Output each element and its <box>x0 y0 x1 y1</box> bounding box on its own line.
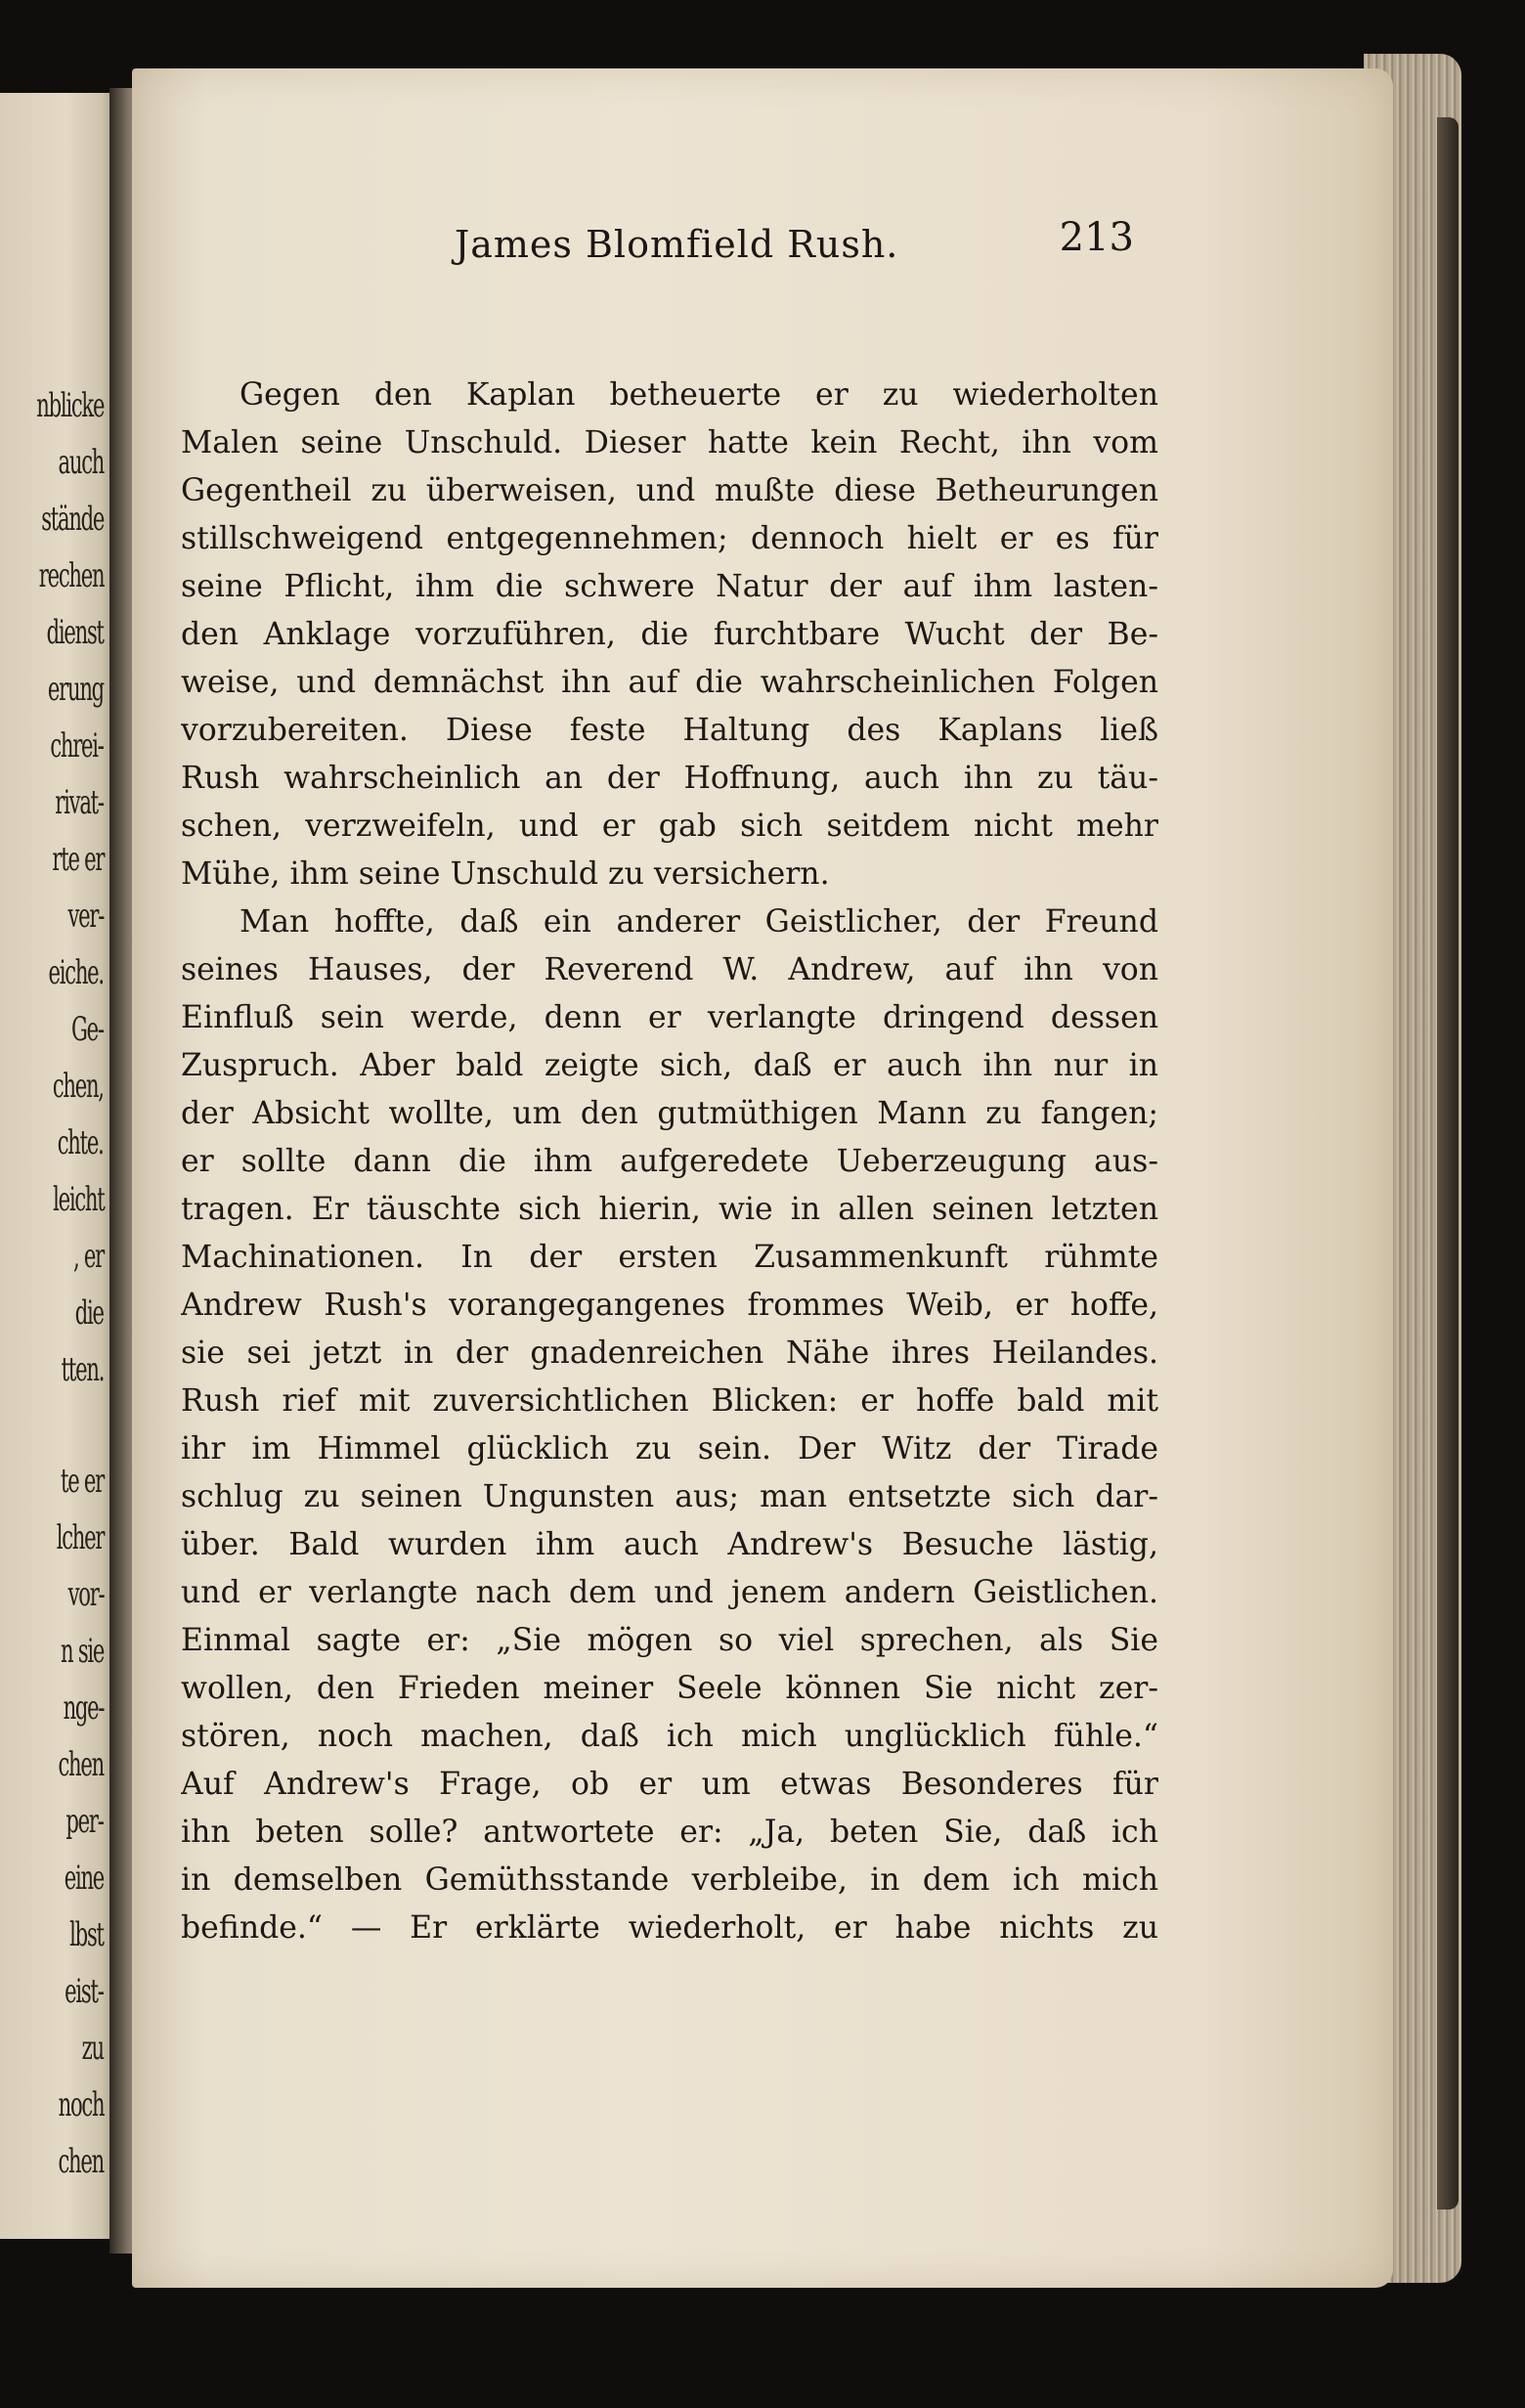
text-line: Einmal sagte er: „Sie mögen so viel sprechen, als Sie <box>181 1623 1158 1658</box>
text-line: seines Hauses, der Reverend W. Andrew, auf ihn von <box>181 952 1158 987</box>
previous-page-fragment: erung <box>47 670 104 709</box>
previous-page-fragment: auch <box>58 443 104 482</box>
text-line: in demselben Gemüthsstande verbleibe, in dem ich mich <box>181 1862 1158 1898</box>
previous-page-fragment: chen, <box>53 1067 104 1106</box>
text-line: Man hoffte, daß ein anderer Geistlicher, der Freund <box>240 904 1158 940</box>
page-number: 213 <box>1059 215 1134 260</box>
text-line: Malen seine Unschuld. Dieser hatte kein Recht, ihn vom <box>181 425 1158 460</box>
previous-page-fragment: per- <box>65 1802 104 1841</box>
text-line: Einfluß sein werde, denn er verlangte dringend dessen <box>181 1000 1158 1035</box>
previous-page-fragment: , er <box>73 1237 104 1276</box>
text-line: vorzubereiten. Diese feste Haltung des Kaplans ließ <box>181 713 1158 748</box>
previous-page-fragment: lcher <box>56 1518 104 1557</box>
text-line: über. Bald wurden ihm auch Andrew's Besuche lästig, <box>181 1527 1158 1562</box>
running-head-title: James Blomfield Rush. <box>455 223 899 266</box>
text-line: der Absicht wollte, um den gutmüthigen Mann zu fangen; <box>181 1096 1158 1131</box>
previous-page-fragment: vor- <box>67 1575 104 1614</box>
previous-page-fragment: chen <box>58 1745 104 1784</box>
text-line: stören, noch machen, daß ich mich unglücklich fühle.“ <box>181 1719 1158 1754</box>
text-line: wollen, den Frieden meiner Seele können Sie nicht zer- <box>181 1671 1158 1706</box>
text-line: den Anklage vorzuführen, die furchtbare Wucht der Be- <box>181 617 1158 652</box>
previous-page-fragment: tten. <box>61 1350 104 1389</box>
previous-page-fragment: ver- <box>67 897 104 936</box>
body-text <box>181 372 1158 1952</box>
previous-page-fragment: chte. <box>58 1123 104 1162</box>
previous-page-fragment: rivat- <box>55 783 104 822</box>
previous-page-fragment: rechen <box>38 556 104 595</box>
text-line: sie sei jetzt in der gnadenreichen Nähe ihres Heilandes. <box>181 1335 1158 1371</box>
previous-page-fragment: nblicke <box>36 386 104 425</box>
text-line: Zuspruch. Aber bald zeigte sich, daß er auch ihn nur in <box>181 1048 1158 1083</box>
text-line: stillschweigend entgegennehmen; dennoch hielt er es für <box>181 521 1158 556</box>
text-line: Rush wahrscheinlich an der Hoffnung, auch ihn zu täu- <box>181 761 1158 796</box>
text-line: Auf Andrew's Frage, ob er um etwas Besonderes für <box>181 1767 1158 1802</box>
text-line: schlug zu seinen Ungunsten aus; man entsetzte sich dar- <box>181 1479 1158 1514</box>
text-line: weise, und demnächst ihn auf die wahrscheinlichen Folgen <box>181 665 1158 700</box>
previous-page-fragment: zu <box>81 2029 104 2068</box>
text-line: ihn beten solle? antwortete er: „Ja, beten Sie, daß ich <box>181 1815 1158 1850</box>
text-line: Rush rief mit zuversichtlichen Blicken: er hoffe bald mit <box>181 1383 1158 1419</box>
text-line: Machinationen. In der ersten Zusammenkunft rühmte <box>181 1240 1158 1275</box>
previous-page-fragment: noch <box>58 2085 104 2124</box>
previous-page-fragment: eist- <box>65 1972 104 2011</box>
previous-page-fragment: chrei- <box>50 726 104 766</box>
previous-page-fragment: nge- <box>63 1688 104 1728</box>
previous-page-fragment: chen <box>58 2142 104 2181</box>
text-line: Andrew Rush's vorangegangenes frommes Weib, er hoffe, <box>181 1288 1158 1323</box>
text-line: Mühe, ihm seine Unschuld zu versichern. <box>181 856 830 892</box>
previous-page-fragment: te er <box>60 1462 104 1501</box>
previous-page-fragment: leicht <box>52 1180 104 1219</box>
text-line: befinde.“ — Er erklärte wiederholt, er habe nichts zu <box>181 1910 1158 1946</box>
text-line: Gegentheil zu überweisen, und mußte diese Betheurungen <box>181 473 1158 508</box>
text-line: ihr im Himmel glücklich zu sein. Der Witz der Tirade <box>181 1431 1158 1467</box>
previous-page-fragment: n sie <box>60 1632 104 1671</box>
previous-page-fragment: eine <box>64 1859 104 1898</box>
previous-page-fragment: lbst <box>69 1915 104 1954</box>
previous-page-fragment: eiche. <box>48 953 104 992</box>
previous-page-edge <box>0 93 119 2239</box>
previous-page-fragment: die <box>75 1293 104 1333</box>
book-cover-edge <box>1437 117 1459 2210</box>
text-line: tragen. Er täuschte sich hierin, wie in allen seinen letzten <box>181 1192 1158 1227</box>
text-line: er sollte dann die ihm aufgeredete Ueberzeugung aus- <box>181 1144 1158 1179</box>
text-line: seine Pflicht, ihm die schwere Natur der auf ihm lasten- <box>181 569 1158 604</box>
previous-page-fragment: dienst <box>46 613 104 652</box>
previous-page-fragment: stände <box>41 500 104 539</box>
previous-page-fragment: Ge- <box>71 1010 104 1049</box>
running-head <box>196 215 1173 274</box>
text-line: schen, verzweifeln, und er gab sich seitdem nicht mehr <box>181 809 1158 844</box>
text-line: Gegen den Kaplan betheuerte er zu wiederholten <box>240 377 1158 413</box>
previous-page-fragment: rte er <box>52 840 104 879</box>
text-line: und er verlangte nach dem und jenem andern Geistlichen. <box>181 1575 1158 1610</box>
